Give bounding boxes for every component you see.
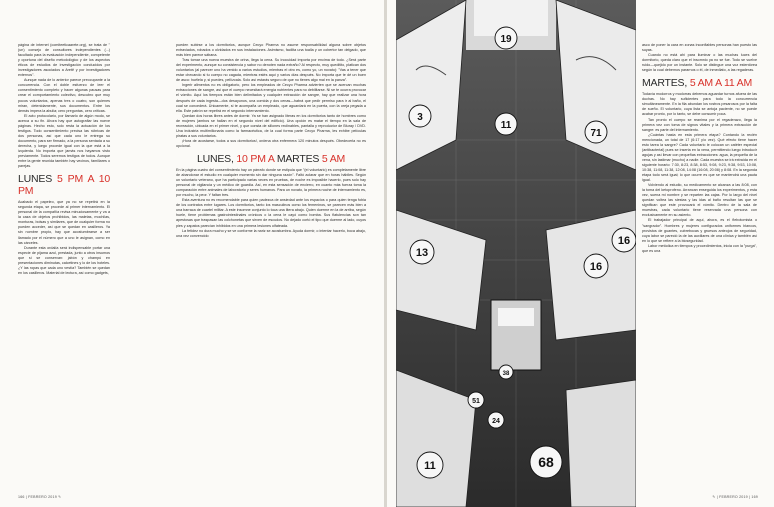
tag-number: 71 bbox=[590, 128, 602, 139]
tag-number: 13 bbox=[415, 247, 429, 259]
right-page bbox=[387, 0, 774, 507]
paragraph: Todavía modorros y modorras debemos aguardar turnos afuera de las duchas. No hay suficientes para todo la concurrencia simultáneamente. En la fila abundan los rostros pesarosos por la falta de sueño. El voluntario, cuya lista se antoja paciente, no se puede acabar pronto, por lo tanto, se debe consumir poca. bbox=[642, 92, 757, 117]
paragraph: Durante esta ordalía será indispensable portar una especie de pijama azul, prestada, junto a otros insumos que sí se conservan: jabón y champú en presentaciones diminutas, calcetines y lo de los hoteles. ¿Y las ropas que cada uno vestía? También se quedan en los casilleros. Material de lectura, así como gadgets, bbox=[18, 245, 110, 275]
tag-number: 11 bbox=[500, 120, 512, 131]
paragraph: Esta aventura no es recomendable para quien padezca de ansiedad ante los espacios o para quien tenga fobia de los contratos entre lugares. Los dormitorios, tanto los masculinos como los femeninos, se parecen más bien a una barraca de cuartel militar. A este insomne conjunto lo toca una litera abajo. Quien duerme en la de arriba, según huele, tiene problemas gastrointestinales crónicos o la cena le cayó como bomba. Sus flatulencias son tan apestosas que traspasan las colchonetas que sirven de escudos. No dejado cortó el tipo que duerme al lado, cuyos pies y zapatos parecían inhibidos en una primera lesiones olfateada. bbox=[176, 198, 366, 228]
illustration-svg bbox=[396, 0, 636, 507]
paragraph: ¿Cuántas hasta en esta primera etapa? Contando la recién mencionada, un total de 17 (6:17 y/o vez). Qué efecto tiene hacer esto tarea la sangre? Cada voluntario le colocan un catéter especial (antibacterial) pues se inserta en la vena, permitiendo luego introducir agujas y así llevar con pequeñas extracciones: agua, la pequeña de la vena, sin lastimar (mucho) a nadie. Cada muestra se irá extraída en el siguiente horario: 7:30, 8:23, 8:38, 8:53, 9:08, 9:23, 9:38, 9:53, 10:08, 10:38, 11:08, 11:38, 12:08, 14:08 (16:08, 20:08) y 8:08. En la segunda etapa todo será igual; lo que ocurre es que se mantendrá una pauta igual. bbox=[642, 132, 758, 183]
tag-number: 24 bbox=[492, 418, 500, 425]
paragraph: En la página cuatro del consentimiento hay un párrafo donde se estipula que "(el voluntario) es completamente libre de abandonar el estudio en cualquier momento sin dar ninguna razón". Faltó aclarar que en horas hábiles. Según un voluntario veterano, que ha participado varias veces en pruebas, de noche es imposible hacerlo, pues solo hay personal de vigilancia y un médico de guardia. Así, en esta sensación de encierro, en cuanto más fuerza toma la comparación entre animales de laboratorio y seres humanos. Para un novato, la primera noche de internamiento es, por mucho, la peor. Y faltan tres. bbox=[176, 167, 367, 198]
paragraph: Aunque nada de lo anterior parece preocupante a la concurrencia. Con el doble esfuerzo de leer el consentimiento completo y hacer algunas pausas para crear el comportamiento colectivo, descubro que muy pocos voluntarios, apenas tres o cuatro, son quienes miran, detenidamente, sus documentos. Entre los demás impera la abulia; cero preguntas, cero críticas. bbox=[18, 78, 110, 113]
paragraph: Tras tomar una nueva muestra de orina, llega la cena. Su inocuidad importa por encima de todo. ¿Será parte del experimento, aunque su consistencia y sabor no denoten nada extraño? Al respecto, muy queditito, platican dos voluntarios (al parecer uno ha venido a varios estudios, mientras el otro es, como yo, un novato): "Vas a tener que estar checando si tu cuerpo no cagada, mientras estés aquí y varios días después. No importa que te dé un buen de asco: huélela y, si puedes, pellízcala. Solo así estarás seguro de que no tienes algo mal en la panza". bbox=[176, 58, 366, 83]
paragraph: Cuando no está ahí para iluminar o las muchas luces del dormitorio, queda claro que el insomnio ya no se fue. Todo se vuelve ruido—quejido por un instante. Solo se distingue una voz estentórea según la cual debemos pararnos o él, de inmediato, a las regaderas. bbox=[642, 53, 757, 73]
paragraph: Tan pronto el cuerpo se reanima por el regaderazo, llega la primera vez con toma de signos vitales y la primera extracción de sangre: es parte del internamiento. bbox=[642, 117, 757, 132]
paragraph: asco de poner la cara en zonas inconfiables personas han puesto las suyas. bbox=[642, 43, 757, 53]
paragraph: Volviendo al estudio, su medicamento se alcanza a las 8:08, con la toma del ketoprofeno. Arrancan enseguida los experimentos, y esta vez, suena mi nombre y se reparten las cajas. Por lo largo del nivel quedan voltea las siestas y las idas al baño resultan las que se significan que este provocará el vómito. Dentro de la sala de muestras, cada voluntario tiene reservada una persona con exclusivamente en su asiento. bbox=[642, 183, 757, 218]
paragraph: Quedan dos horas libres antes de dormir. Ya se han asignado literas en los dormitorios tanto de hombres como de mujeres (ambos se hallan en el segundo nivel del edificio). Una opción es matar el tiempo en la sala de recreación, ubicada en el primer nivel, y que consta de sillones reclinables, pantalla y reproductor de Bluray / DVD. Una industria multimillonaria como la farmacéutica, de la cual forma parte Cecyo Pharma, les exhibe películas piratas a sus voluntarios. bbox=[176, 113, 366, 138]
right-column bbox=[642, 43, 757, 254]
left-column-2 bbox=[176, 43, 366, 239]
paragraph: Labor metódica en tiempos y procedimientos, inicia con la "purga", que es una bbox=[642, 243, 757, 253]
paragraph: pueden subirse a los dormitorios, aunque Cecyo Pharma no asume responsabilidad alguna sobre objetos extraviados, robados o olvidados en sus instalaciones. Asimismo, facilita una toalla y un cobertor tan delgado, que más bien parece sábana. bbox=[176, 43, 366, 58]
tag-number: 68 bbox=[538, 454, 554, 470]
paragraph: El acto protocolario, por llamarlo de algún modo, se acerca a su fin. Ahora hay que autografiar las nueve páginas. Hecho esto, solo resta la actuación de los testigos. Todo consentimiento precisa las rúbricas de dos personas, así que cada uno le entrega su documento, para ser firmado, a la persona sentada a su derecha, y luego procede igual con la que está a la izquierda. No importa que jamás nos hayamos visto previamente. Todos seremos testigos de todos. Aunque entre la gente reunida también hay vecinos, familiares o parejas. bbox=[18, 113, 110, 169]
paragraph: Ingerir alimentos no es obligatorio, pero los empleados de Cecyo Pharma advierten que se acercan muchas extracciones de sangre, así que el cuerpo necesitará energía nutrientes para no debilitarse. Ni se te ocurra provocar el vómito. Aquí los tiempos están bien delimitados y cualquier extracción de sangre, hay que realizar una hora después de cada ingesta—dos desayunos, una comida y dos cenas—habrá que pedir permiso para ir al baño, el cual se concederá. Únicamente, si te acompaña un empleado, que aguardará en la puerta, con la oreja pegada a ella. Este patrón se repetirá en el segundo internamiento. bbox=[176, 83, 367, 113]
tag-number: 16 bbox=[617, 235, 631, 247]
tag-number: 19 bbox=[500, 34, 512, 45]
tag-number: 3 bbox=[417, 112, 423, 123]
tag-number: 11 bbox=[424, 460, 436, 472]
folio-left: 166 | FEBRERO 2019 ✎ bbox=[18, 495, 62, 499]
folio-right: ✎ | FEBRERO 2019 | 169 bbox=[712, 495, 758, 499]
paragraph: Acabado el papeleo, que ya no se repetirá en la segunda etapa, se procede al primer internamiento. El personal de la compañía revisa minuciosamente y va a la caza de objetos prohibidos, las maletas, mochilas, monturas, bolsas y similares, que de cualquier forma no pueden acceder, así que se quedan en casilleros. Ya sin nombre propio, hay que acostumbrarse a ser llamado por el número que a uno le asignan, como en las cárceles. bbox=[18, 200, 110, 245]
section-heading: MARTES, 5 AM A 11 AM bbox=[642, 77, 753, 90]
section-heading: LUNES 5 PM A 10 PM bbox=[18, 173, 110, 198]
paragraph: ¡Hora de acostarse, todos a sus dormitorios!, ordena otra enfermera 120 minutos después. Obedecerla no es opcional. bbox=[176, 138, 366, 148]
tag-number: 38 bbox=[502, 371, 510, 377]
left-column-1 bbox=[18, 43, 110, 276]
paragraph: El trabajador principal de aquí, ahora, es el flebotomista o "sangrador". Hombres y mujeres configurados uniformes blancos, provistos de guantes, cubrebocas y gruesos anteojos de seguridad, cuya labor se pareció la de las auxiliares de una clínica y también así en lo que se refiere a la bioseguridad. bbox=[642, 218, 757, 243]
left-page bbox=[0, 0, 384, 507]
tag-number: 51 bbox=[472, 398, 480, 405]
section-heading: LUNES, 10 PM A MARTES 5 AM bbox=[196, 152, 346, 165]
paragraph: página de internet (comiteeticaarete.org), se trata de "(un) consejo de consultores independientes (...) facultado para la evaluación independiente, competente y oportuna del diseño metodológico y de los aspectos éticos de estudios de investigación conducidos por investigadores asociados a Aretē y por investigadores externos". bbox=[18, 43, 110, 78]
paragraph: La fetidez no dura mucho y se ve conforme la nariz se acostumbra. Ayuda dormir, o intentar hacerlo, boca abajo, una vez convencido bbox=[176, 228, 366, 238]
dormitory-illustration bbox=[396, 0, 636, 507]
tag-number: 16 bbox=[589, 261, 603, 273]
